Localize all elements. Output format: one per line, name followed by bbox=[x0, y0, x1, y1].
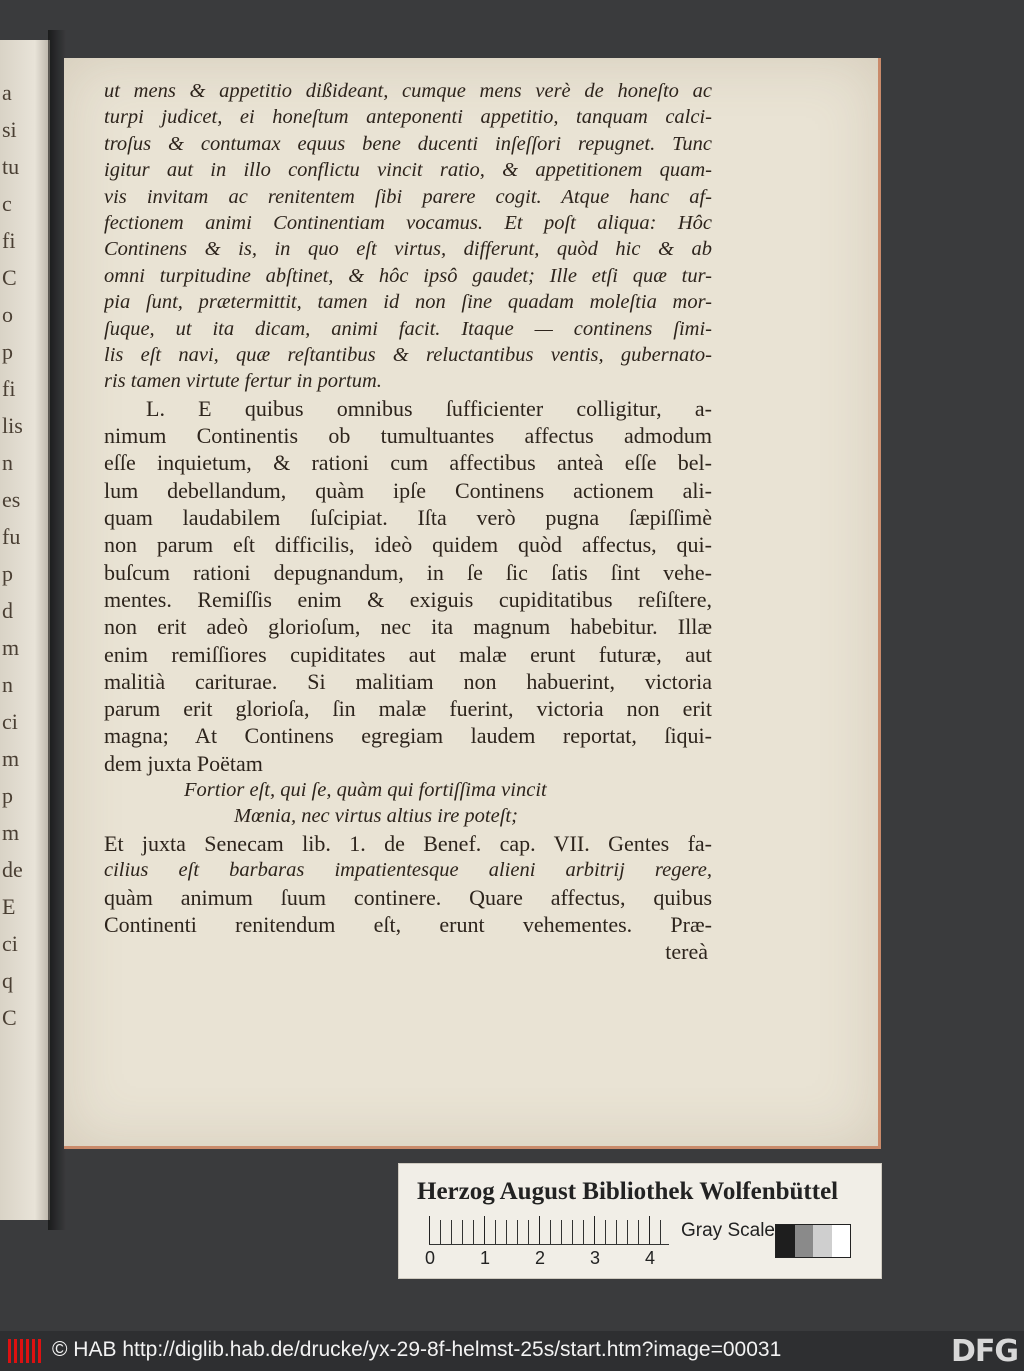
ruler-major-tick bbox=[539, 1216, 540, 1244]
text-line: Continens & is, in quo eſt virtus, differunt, quòd hic & ab bbox=[104, 238, 712, 261]
text-line: Et juxta Senecam lib. 1. de Benef. cap. VII. Gentes fa- bbox=[104, 830, 712, 856]
facing-page-glyph: fi bbox=[2, 376, 16, 401]
facing-page-glyph: fu bbox=[2, 524, 21, 549]
text-line: buſcum rationi depugnandum, in ſe ſic ſatis ſint vehe- bbox=[104, 559, 712, 585]
text-line: ſuque, ut ita dicam, animi facit. Itaque — continens ſimi- bbox=[104, 317, 712, 340]
text-line: omni turpitudine abſtinet, & hôc ipsô gaudet; Ille etſi quæ tur- bbox=[104, 264, 712, 287]
facing-page-glyph: tu bbox=[2, 154, 20, 179]
ruler-label-2: 2 bbox=[535, 1248, 546, 1268]
dfg-logo: DFG bbox=[950, 1334, 1018, 1369]
text-line: dem juxta Poëtam bbox=[104, 750, 263, 776]
facing-page-glyph: si bbox=[2, 117, 17, 142]
text-line: parum erit glorioſa, ſin malæ fuerint, victoria non erit bbox=[104, 696, 712, 722]
ruler-label-3: 3 bbox=[590, 1248, 601, 1268]
text-line: magna; At Continens egregiam laudem reportat, ſiqui- bbox=[104, 723, 712, 749]
color-scale-card bbox=[398, 1163, 882, 1279]
facing-page-glyph: lis bbox=[2, 413, 23, 438]
ruler-label-0: 0 bbox=[425, 1248, 436, 1268]
text-line: lum debellandum, quàm ipſe Continens actionem ali- bbox=[104, 477, 712, 503]
text-line: tereà bbox=[665, 939, 708, 965]
text-line: eſſe inquietum, & rationi cum affectibus anteà eſſe bel- bbox=[104, 450, 712, 476]
text-line: quam laudabilem ſuſcipiat. Iſta verò pugna ſæpiſſimè bbox=[104, 505, 712, 531]
ruler-label-1: 1 bbox=[480, 1248, 491, 1268]
gray-swatch bbox=[832, 1225, 851, 1257]
ruler-label-4: 4 bbox=[645, 1248, 656, 1268]
facing-page-glyph: p bbox=[2, 339, 13, 364]
text-line: L. E quibus omnibus ſufficienter colligitur, a- bbox=[146, 395, 712, 421]
text-line: Fortior eſt, qui ſe, quàm qui fortiſſima vincit bbox=[184, 779, 547, 802]
facing-page-glyph: p bbox=[2, 783, 13, 808]
facing-page-glyph: C bbox=[2, 265, 17, 290]
ruler-major-tick bbox=[429, 1216, 430, 1244]
facing-page-glyph: o bbox=[2, 302, 13, 327]
gray-swatch bbox=[813, 1225, 832, 1257]
ruler-major-tick bbox=[484, 1216, 485, 1244]
source-url[interactable]: © HAB http://diglib.hab.de/drucke/yx-29-8f-helmst-25s/start.htm?image=00031 bbox=[52, 1338, 782, 1361]
text-line: vis invitam ac renitentem ſibi parere cogit. Atque hanc af- bbox=[104, 185, 712, 208]
facing-page-glyph: E bbox=[2, 894, 16, 919]
text-line: malitià cariturae. Si malitiam non habuerint, victoria bbox=[104, 668, 712, 694]
facing-page-glyph: a bbox=[2, 80, 12, 105]
facing-page-glyph: ci bbox=[2, 931, 18, 956]
scale-ruler bbox=[429, 1220, 669, 1245]
facing-page-edge bbox=[0, 40, 50, 1220]
facing-page-glyph: es bbox=[2, 487, 21, 512]
gray-scale-label: Gray Scale bbox=[681, 1220, 775, 1241]
text-line: troſus & contumax equus bene ducenti inſeſſori repugnet. Tunc bbox=[104, 132, 712, 155]
facing-page-glyph: n bbox=[2, 450, 13, 475]
facing-page-glyph: de bbox=[2, 857, 23, 882]
text-line: Continenti renitendum eſt, erunt vehementes. Præ- bbox=[104, 911, 712, 937]
facing-page-glyph: q bbox=[2, 968, 13, 993]
gray-swatch bbox=[795, 1225, 814, 1257]
text-line: ris tamen virtute fertur in portum. bbox=[104, 370, 382, 393]
facing-page-glyph: m bbox=[2, 746, 20, 771]
facing-page-glyph: p bbox=[2, 561, 13, 586]
status-bar bbox=[0, 1331, 1024, 1371]
text-line: quàm animum ſuum continere. Quare affectus, quibus bbox=[104, 884, 712, 910]
text-line: non parum eſt difficilis, ideò quidem quòd affectus, qui- bbox=[104, 532, 712, 558]
text-line: cilius eſt barbaras impatientesque alieni arbitrij regere, bbox=[104, 859, 712, 882]
facing-page-glyph: C bbox=[2, 1005, 17, 1030]
library-title: Herzog August Bibliothek Wolfenbüttel bbox=[417, 1178, 839, 1205]
page-text-block bbox=[104, 78, 712, 965]
hab-logo-icon bbox=[8, 1339, 44, 1363]
facing-page-glyph: ci bbox=[2, 709, 18, 734]
text-line: Mœnia, nec virtus altius ire poteſt; bbox=[234, 805, 518, 828]
facing-page-glyph: fi bbox=[2, 228, 16, 253]
text-line: turpi judicet, ei honeſtum anteponenti appetitio, tanquam calci- bbox=[104, 106, 712, 129]
gray-swatch bbox=[776, 1225, 795, 1257]
text-line: mentes. Remiſſis enim & exiguis cupiditatibus reſiſtere, bbox=[104, 586, 712, 612]
facing-page-glyph: m bbox=[2, 635, 20, 660]
text-line: enim remiſſiores cupiditates aut malæ erunt futuræ, aut bbox=[104, 641, 712, 667]
facing-page-glyph: m bbox=[2, 820, 20, 845]
facing-page-glyph: n bbox=[2, 672, 13, 697]
facing-page-glyph: d bbox=[2, 598, 13, 623]
text-line: pia ſunt, prætermittit, tamen id non ſine quadam moleſtia mor- bbox=[104, 291, 712, 314]
text-line: non erit adeò glorioſum, nec ita magnum habebitur. Illæ bbox=[104, 614, 712, 640]
text-line: lis eſt navi, quæ reſtantibus & reluctantibus ventis, gubernato- bbox=[104, 344, 712, 367]
text-line: ut mens & appetitio dißideant, cumque mens verè de honeſto ac bbox=[104, 80, 712, 102]
gray-scale-swatches bbox=[775, 1224, 851, 1258]
ruler-major-tick bbox=[649, 1216, 650, 1244]
facing-page-glyph: c bbox=[2, 191, 12, 216]
text-line: fectionem animi Continentiam vocamus. Et poſt aliqua: Hôc bbox=[104, 212, 712, 235]
text-line: igitur aut in illo conflictu vincit ratio, & appetitionem quam- bbox=[104, 159, 712, 182]
ruler-major-tick bbox=[594, 1216, 595, 1244]
scanned-page bbox=[64, 58, 881, 1149]
text-line: nimum Continentis ob tumultuantes affectus admodum bbox=[104, 423, 712, 449]
